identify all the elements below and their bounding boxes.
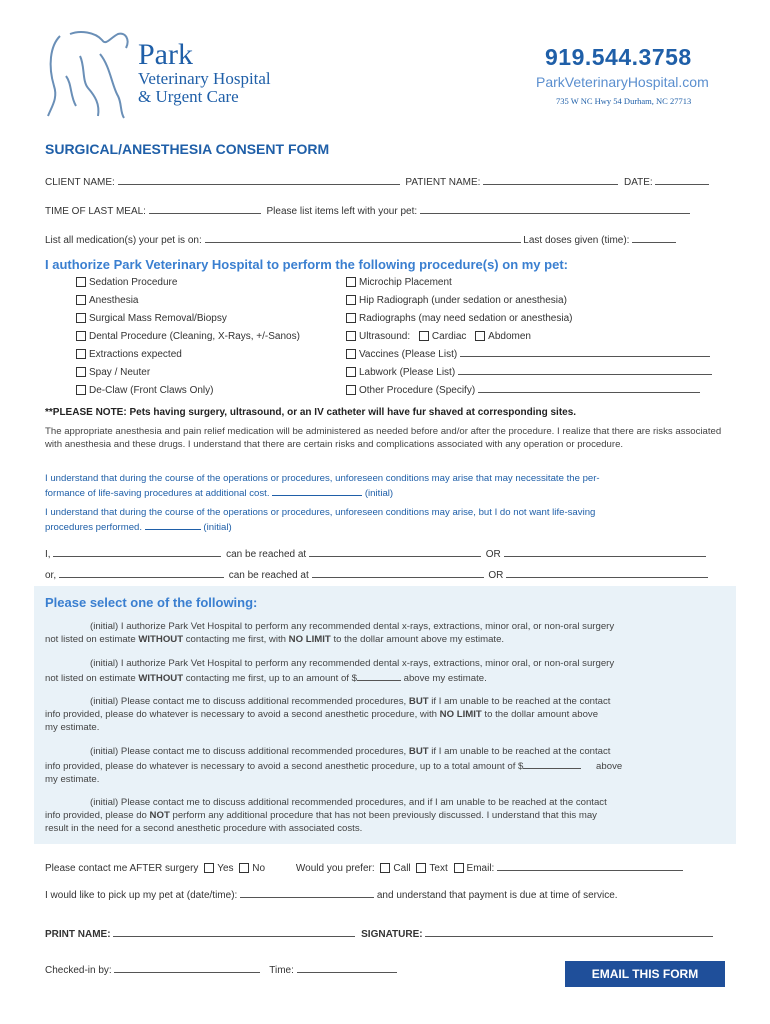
checkbox[interactable] — [346, 313, 356, 323]
checkbox[interactable] — [346, 277, 356, 287]
checkbox[interactable] — [76, 295, 86, 305]
procedure-option[interactable]: Sedation Procedure — [76, 274, 336, 292]
procedures-left-list — [76, 274, 336, 400]
contact-row-2: or, can be reached at OR — [45, 567, 735, 581]
select-option-4[interactable]: (initial) Please contact me to discuss additional recommended procedures, BUT if I am unable to be reached at the contact info provided, please do whatever is necessary to avoid a second anesthetic procedure, up to a total amount of $ above my estimate. — [45, 746, 623, 785]
email-form-button[interactable]: EMAIL THIS FORM — [565, 961, 725, 987]
last-meal-field[interactable] — [149, 203, 261, 214]
procedure-option[interactable]: Ultrasound: Cardiac Abdomen — [346, 328, 726, 346]
contact-phone-field[interactable] — [312, 567, 484, 578]
procedures-right-list — [346, 274, 726, 400]
checkbox[interactable] — [346, 295, 356, 305]
last-doses-field[interactable] — [632, 232, 676, 243]
amount-field[interactable] — [357, 670, 401, 681]
contact-row-1: I, can be reached at OR — [45, 546, 735, 560]
procedure-option[interactable]: Radiographs (may need sedation or anesthesia) — [346, 310, 726, 328]
other-procedure-field[interactable] — [478, 382, 700, 393]
date-label: DATE: — [623, 177, 653, 188]
select-heading: Please select one of the following: — [45, 595, 258, 610]
procedure-option[interactable]: Labwork (Please List) — [346, 364, 726, 382]
logo-line1: Veterinary Hospital — [138, 69, 271, 88]
amount-field[interactable] — [523, 758, 581, 769]
please-note: **PLEASE NOTE: Pets having surgery, ultrasound, or an IV catheter will have fur shaved at corresponding sites. — [45, 407, 577, 418]
contact-name-field[interactable] — [59, 567, 224, 578]
labwork-field[interactable] — [458, 364, 712, 375]
logo-park-text: Park — [138, 38, 193, 71]
vaccines-field[interactable] — [460, 346, 710, 357]
address: 735 W NC Hwy 54 Durham, NC 27713 — [556, 96, 692, 106]
yes-checkbox[interactable] — [204, 863, 214, 873]
procedure-option[interactable]: Microchip Placement — [346, 274, 726, 292]
procedure-option[interactable]: Other Procedure (Specify) — [346, 382, 726, 400]
signature-row: PRINT NAME: SIGNATURE: — [45, 926, 735, 940]
checkbox[interactable] — [76, 313, 86, 323]
items-left-label: Please list items left with your pet: — [266, 206, 418, 217]
initial-field[interactable] — [272, 485, 362, 496]
email-field[interactable] — [497, 860, 683, 871]
email-checkbox[interactable] — [454, 863, 464, 873]
procedure-option[interactable]: Surgical Mass Removal/Biopsy — [76, 310, 336, 328]
form-title: SURGICAL/ANESTHESIA CONSENT FORM — [45, 141, 330, 157]
logo-line2: & Urgent Care — [138, 87, 239, 106]
contact-alt-field[interactable] — [506, 567, 708, 578]
phone-number: 919.544.3758 — [545, 44, 692, 70]
checkbox[interactable] — [76, 367, 86, 377]
life-saving-paragraph: I understand that during the course of the operations or procedures, unforeseen conditions may arise that may necessitate the per- formance of life-saving procedures at additional cost. (initial) — [45, 473, 600, 499]
contact-phone-field[interactable] — [309, 546, 481, 557]
select-option-2[interactable]: (initial) I authorize Park Vet Hospital to perform any recommended dental x-rays, extractions, minor oral, or non-oral surgery not listed on estimate WITHOUT contacting me first, up to an amount of $ above my estimate. — [45, 658, 615, 684]
checkbox[interactable] — [346, 385, 356, 395]
procedure-option[interactable]: Vaccines (Please List) — [346, 346, 726, 364]
procedures-heading: I authorize Park Veterinary Hospital to perform the following procedure(s) on my pet: — [45, 257, 568, 272]
client-name-field[interactable] — [118, 174, 400, 185]
select-option-3[interactable]: (initial) Please contact me to discuss additional recommended procedures, BUT if I am unable to be reached at the contact info provided, please do whatever is necessary to avoid a second anesthetic procedure, with NO LIMIT to the dollar amount above my estimate. — [45, 696, 611, 733]
contact-alt-field[interactable] — [504, 546, 706, 557]
time-field[interactable] — [297, 962, 397, 973]
procedure-option[interactable]: Dental Procedure (Cleaning, X-Rays, +/-Sanos) — [76, 328, 336, 346]
procedure-option[interactable]: Spay / Neuter — [76, 364, 336, 382]
checked-in-row: Checked-in by: Time: — [45, 962, 545, 976]
contact-name-field[interactable] — [53, 546, 221, 557]
items-left-field[interactable] — [420, 203, 690, 214]
initial-field[interactable] — [145, 519, 201, 530]
client-row — [45, 174, 735, 188]
print-name-field[interactable] — [113, 926, 355, 937]
select-option-5[interactable]: (initial) Please contact me to discuss additional recommended procedures, and if I am unable to be reached at the contact info provided, please do NOT perform any additional procedure that has not been previously discussed. I understand that this may result in the need for a second anesthetic procedure with associated costs. — [45, 797, 607, 834]
checkbox[interactable] — [346, 331, 356, 341]
no-life-saving-paragraph: I understand that during the course of the operations or procedures, unforeseen conditions may arise, but I do not want life-saving procedures performed. (initial) — [45, 507, 596, 533]
medications-label: List all medication(s) your pet is on: — [45, 235, 202, 246]
logo-mark — [40, 26, 135, 121]
procedure-option[interactable]: Extractions expected — [76, 346, 336, 364]
last-doses-label: Last doses given (time): — [523, 235, 630, 246]
text-checkbox[interactable] — [416, 863, 426, 873]
checkbox[interactable] — [76, 385, 86, 395]
patient-name-label: PATIENT NAME: — [405, 177, 481, 188]
no-checkbox[interactable] — [239, 863, 249, 873]
call-checkbox[interactable] — [380, 863, 390, 873]
last-meal-label: TIME OF LAST MEAL: — [45, 206, 146, 217]
client-name-label: CLIENT NAME: — [45, 177, 115, 188]
contact-after-row: Please contact me AFTER surgery Yes No Would you prefer: Call Text Email: — [45, 860, 735, 874]
medication-row — [45, 232, 735, 246]
date-field[interactable] — [655, 174, 709, 185]
checkbox[interactable] — [76, 349, 86, 359]
pickup-row: I would like to pick up my pet at (date/time): and understand that payment is due at time of service. — [45, 887, 735, 901]
website-link[interactable]: ParkVeterinaryHospital.com — [536, 74, 709, 90]
medications-field[interactable] — [205, 232, 521, 243]
meal-row — [45, 203, 735, 217]
pickup-field[interactable] — [240, 887, 374, 898]
ultrasound-abdomen-checkbox[interactable] — [475, 331, 485, 341]
select-option-1[interactable]: (initial) I authorize Park Vet Hospital to perform any recommended dental x-rays, extractions, minor oral, or non-oral surgery not listed on estimate WITHOUT contacting me first, with NO LIMIT to the dollar amount above my estimate. — [45, 621, 615, 645]
checkbox[interactable] — [346, 349, 356, 359]
anesthesia-paragraph: The appropriate anesthesia and pain relief medication will be administered as needed before and/or after the procedure. I realize that there are risks associated with anesthesia and these drugs. I understand that there are certain risks and complications associated with any operation or procedure. — [45, 426, 722, 450]
procedure-option[interactable]: Hip Radiograph (under sedation or anesthesia) — [346, 292, 726, 310]
checkbox[interactable] — [76, 277, 86, 287]
checked-in-field[interactable] — [114, 962, 260, 973]
ultrasound-cardiac-checkbox[interactable] — [419, 331, 429, 341]
dog-cat-logo-icon — [40, 26, 135, 121]
checkbox[interactable] — [346, 367, 356, 377]
procedure-option[interactable]: Anesthesia — [76, 292, 336, 310]
checkbox[interactable] — [76, 331, 86, 341]
signature-field[interactable] — [425, 926, 713, 937]
procedure-option[interactable]: De-Claw (Front Claws Only) — [76, 382, 336, 400]
patient-name-field[interactable] — [483, 174, 618, 185]
